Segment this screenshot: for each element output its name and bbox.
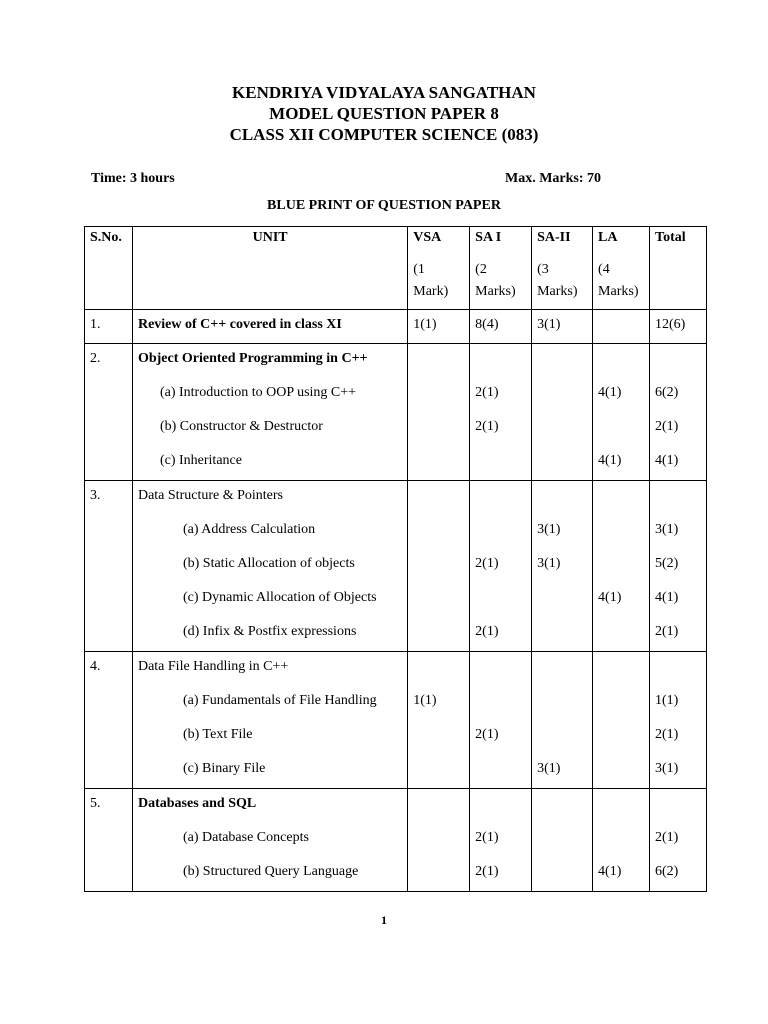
cell-sa2 [532,789,593,892]
cell-sa2: 3(1) [532,310,593,344]
header-sa2: SA-II (3 Marks) [532,227,593,310]
table-row [85,481,707,652]
sub-item-label: (c) Binary File [182,761,266,776]
time-label: Time: 3 hours [91,171,175,186]
cell-sa2: 3(1) 3(1) [532,481,593,652]
max-marks-label: Max. Marks: 70 [505,171,602,186]
sub-item-label: (b) Structured Query Language [182,864,359,879]
cell-la [593,652,650,789]
row-unit-cell [132,481,407,652]
row-unit-cell [132,789,407,892]
cell-vsa: 1(1) [408,652,470,789]
table-row [85,652,707,789]
sub-item-label: (a) Fundamentals of File Handling [182,693,377,708]
cell-total: 1(1) 2(1) 3(1) [650,652,707,789]
header-sno: S.No. [85,227,133,310]
sub-item-label: (a) Database Concepts [182,830,309,845]
cell-sa1: 2(1) 2(1) [470,481,532,652]
header-vsa: VSA (1 Mark) [408,227,470,310]
header-sa1: SA I (2 Marks) [470,227,532,310]
table-row [85,310,707,344]
row-unit-cell [132,344,407,481]
row-title: Data Structure & Pointers [137,488,283,503]
cell-la: 4(1) [593,481,650,652]
sub-item-label: (b) Text File [182,727,253,742]
row-title: Data File Handling in C++ [137,659,289,674]
sub-item-label: (c) Dynamic Allocation of Objects [182,590,377,605]
sub-item-label: (b) Constructor & Destructor [159,419,323,434]
cell-vsa [408,344,470,481]
cell-sa1: 2(1) 2(1) [470,344,532,481]
cell-total: 12(6) [650,310,707,344]
sub-item-label: (a) Introduction to OOP using C++ [159,385,357,400]
cell-vsa [408,789,470,892]
sub-item-label: (d) Infix & Postfix expressions [182,624,357,639]
row-title: Review of C++ covered in class XI [132,310,407,344]
page-number: 1 [381,913,387,927]
sub-item-label: (b) Static Allocation of objects [182,556,355,571]
table-header-row [85,227,707,310]
table-row [85,789,707,892]
blueprint-table [84,226,707,892]
row-title: Object Oriented Programming in C++ [137,351,368,366]
cell-la: 4(1) 4(1) [593,344,650,481]
row-unit-cell [132,652,407,789]
cell-total: 3(1) 5(2) 4(1) 2(1) [650,481,707,652]
sub-item-label: (a) Address Calculation [182,522,316,537]
cell-sa2: 3(1) [532,652,593,789]
header-la: LA (4 Marks) [593,227,650,310]
header-total: Total [650,227,707,310]
header-line-3: CLASS XII COMPUTER SCIENCE (083) [229,125,539,144]
cell-sa1: 2(1) [470,652,532,789]
cell-total: 6(2) 2(1) 4(1) [650,344,707,481]
row-sno: 4. [85,652,133,789]
blueprint-title: BLUE PRINT OF QUESTION PAPER [267,198,501,213]
table-row [85,344,707,481]
cell-la [593,310,650,344]
row-sno: 1. [85,310,133,344]
row-sno: 2. [85,344,133,481]
cell-vsa [408,481,470,652]
cell-la: 4(1) [593,789,650,892]
cell-sa1: 2(1) 2(1) [470,789,532,892]
header-unit: UNIT [132,227,407,310]
row-sno: 3. [85,481,133,652]
row-title: Databases and SQL [137,796,257,811]
header-line-1: KENDRIYA VIDYALAYA SANGATHAN [232,83,536,102]
cell-sa1: 8(4) [470,310,532,344]
cell-vsa: 1(1) [408,310,470,344]
cell-sa2 [532,344,593,481]
sub-item-label: (c) Inheritance [159,453,242,468]
header-line-2: MODEL QUESTION PAPER 8 [269,104,499,123]
row-sno: 5. [85,789,133,892]
cell-total: 2(1) 6(2) [650,789,707,892]
